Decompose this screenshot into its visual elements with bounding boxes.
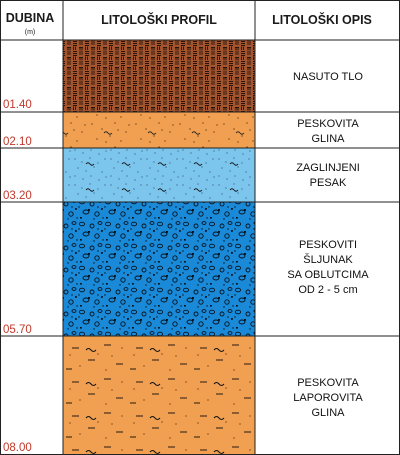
layer-description: PESKOVITA bbox=[297, 118, 359, 130]
depth-column-title: DUBINA bbox=[5, 11, 55, 25]
layer-description: OD 2 - 5 cm bbox=[298, 284, 358, 296]
layer-description: SA OBLUTCIMA bbox=[287, 269, 369, 281]
depth-label: 03.20 bbox=[3, 190, 32, 202]
layer-fill-material bbox=[63, 40, 255, 112]
layer-clayey-sand bbox=[63, 148, 255, 202]
layer-description: PESAK bbox=[309, 177, 347, 189]
header bbox=[6, 11, 372, 36]
profile-column bbox=[63, 40, 255, 454]
depth-labels bbox=[3, 99, 32, 454]
layer-description: PESKOVITI bbox=[298, 239, 358, 251]
layer-description: PESKOVITA bbox=[297, 377, 359, 389]
description-column-title: LITOLOŠKI OPIS bbox=[272, 13, 372, 27]
layer-description: LAPOROVITA bbox=[293, 392, 363, 404]
layer-sandy-marly-clay bbox=[63, 336, 255, 454]
layer-description: ZAGLINJENI bbox=[296, 162, 360, 174]
profile-column-title: LITOLOŠKI PROFIL bbox=[101, 13, 217, 27]
depth-label: 02.10 bbox=[3, 136, 32, 148]
depth-label: 05.70 bbox=[3, 324, 32, 336]
layer-description: ŠLJUNAK bbox=[303, 254, 353, 266]
layer-description: GLINA bbox=[311, 133, 345, 145]
depth-label: 01.40 bbox=[3, 99, 32, 111]
layer-description: GLINA bbox=[311, 407, 345, 419]
layer-description: NASUTO TLO bbox=[293, 71, 363, 83]
layer-sandy-clay bbox=[63, 112, 255, 148]
depth-label: 08.00 bbox=[3, 442, 32, 454]
layer-sandy-gravel bbox=[63, 202, 255, 336]
depth-unit-label: (m) bbox=[24, 29, 36, 36]
descriptions bbox=[287, 71, 369, 419]
